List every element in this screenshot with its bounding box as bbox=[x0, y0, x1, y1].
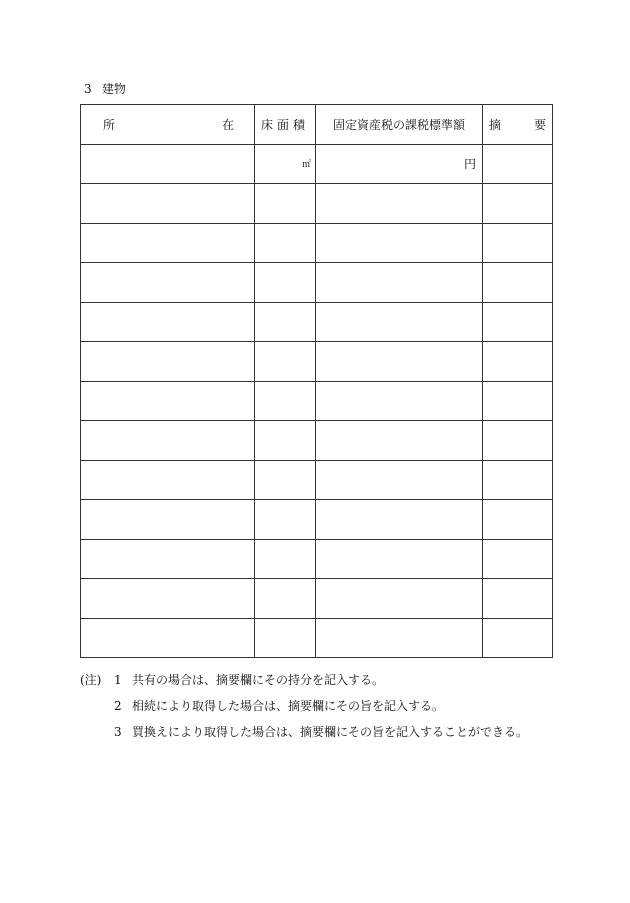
table-row bbox=[81, 144, 553, 184]
table-row bbox=[81, 421, 553, 461]
building-table bbox=[80, 104, 553, 658]
header-tax-base: 固定資産税の課税標準額 bbox=[316, 105, 483, 145]
tax-base-cell[interactable] bbox=[316, 223, 483, 263]
remarks-cell[interactable] bbox=[483, 539, 553, 579]
location-cell[interactable] bbox=[81, 144, 255, 184]
remarks-cell[interactable] bbox=[483, 618, 553, 658]
header-row bbox=[81, 105, 553, 145]
remarks-cell[interactable] bbox=[483, 144, 553, 184]
floor-area-cell[interactable] bbox=[255, 421, 316, 461]
note-text: 買換えにより取得した場合は、摘要欄にその旨を記入することができる。 bbox=[132, 725, 529, 739]
header-location bbox=[81, 105, 255, 145]
table-row bbox=[81, 342, 553, 382]
location-cell[interactable] bbox=[81, 421, 255, 461]
table-row bbox=[81, 460, 553, 500]
header-remarks bbox=[483, 105, 553, 145]
tax-base-cell[interactable] bbox=[316, 539, 483, 579]
remarks-cell[interactable] bbox=[483, 342, 553, 382]
location-cell[interactable] bbox=[81, 263, 255, 303]
remarks-cell[interactable] bbox=[483, 421, 553, 461]
floor-area-cell[interactable] bbox=[255, 184, 316, 224]
table-row bbox=[81, 184, 553, 224]
floor-area-cell[interactable] bbox=[255, 263, 316, 303]
section-title bbox=[84, 80, 126, 97]
floor-area-cell[interactable] bbox=[255, 460, 316, 500]
location-cell[interactable] bbox=[81, 618, 255, 658]
tax-base-cell[interactable] bbox=[316, 342, 483, 382]
location-cell[interactable] bbox=[81, 223, 255, 263]
header-remarks-char2: 要 bbox=[533, 117, 546, 132]
table-row bbox=[81, 539, 553, 579]
remarks-cell[interactable] bbox=[483, 302, 553, 342]
floor-area-cell[interactable] bbox=[255, 500, 316, 540]
tax-base-cell[interactable] bbox=[316, 579, 483, 619]
remarks-cell[interactable] bbox=[483, 223, 553, 263]
section-heading: 建物 bbox=[102, 82, 127, 96]
note-number: 2 bbox=[114, 699, 122, 713]
location-cell[interactable] bbox=[81, 381, 255, 421]
note-text: 相続により取得した場合は、摘要欄にその旨を記入する。 bbox=[132, 699, 445, 713]
floor-area-cell[interactable] bbox=[255, 302, 316, 342]
floor-area-cell[interactable] bbox=[255, 223, 316, 263]
location-cell[interactable] bbox=[81, 302, 255, 342]
table-row bbox=[81, 579, 553, 619]
tax-base-cell[interactable] bbox=[316, 184, 483, 224]
remarks-cell[interactable] bbox=[483, 500, 553, 540]
tax-base-cell[interactable] bbox=[316, 263, 483, 303]
location-cell[interactable] bbox=[81, 184, 255, 224]
location-cell[interactable] bbox=[81, 500, 255, 540]
tax-base-unit[interactable]: 円 bbox=[316, 144, 483, 184]
header-location-char1: 所 bbox=[103, 117, 116, 132]
table-row bbox=[81, 223, 553, 263]
tax-base-cell[interactable] bbox=[316, 618, 483, 658]
note-text: 共有の場合は、摘要欄にその持分を記入する。 bbox=[132, 673, 385, 687]
floor-area-cell[interactable] bbox=[255, 342, 316, 382]
table-row bbox=[81, 302, 553, 342]
remarks-cell[interactable] bbox=[483, 381, 553, 421]
table-row bbox=[81, 263, 553, 303]
table-row bbox=[81, 381, 553, 421]
location-cell[interactable] bbox=[81, 460, 255, 500]
floor-area-unit[interactable]: ㎡ bbox=[255, 144, 316, 184]
notes-prefix: (注) bbox=[80, 673, 102, 687]
location-cell[interactable] bbox=[81, 539, 255, 579]
table-row bbox=[81, 618, 553, 658]
remarks-cell[interactable] bbox=[483, 263, 553, 303]
tax-base-cell[interactable] bbox=[316, 500, 483, 540]
tax-base-cell[interactable] bbox=[316, 421, 483, 461]
note-number: 1 bbox=[114, 673, 122, 687]
header-location-char2: 在 bbox=[221, 117, 234, 132]
floor-area-cell[interactable] bbox=[255, 381, 316, 421]
tax-base-cell[interactable] bbox=[316, 381, 483, 421]
remarks-cell[interactable] bbox=[483, 460, 553, 500]
header-remarks-char1: 摘 bbox=[489, 117, 502, 132]
location-cell[interactable] bbox=[81, 342, 255, 382]
note-number: 3 bbox=[114, 725, 122, 739]
floor-area-cell[interactable] bbox=[255, 579, 316, 619]
remarks-cell[interactable] bbox=[483, 184, 553, 224]
header-floor-area: 床面積 bbox=[255, 105, 316, 145]
table-row bbox=[81, 500, 553, 540]
tax-base-cell[interactable] bbox=[316, 460, 483, 500]
floor-area-cell[interactable] bbox=[255, 539, 316, 579]
section-number: 3 bbox=[84, 82, 92, 96]
floor-area-cell[interactable] bbox=[255, 618, 316, 658]
tax-base-cell[interactable] bbox=[316, 302, 483, 342]
location-cell[interactable] bbox=[81, 579, 255, 619]
remarks-cell[interactable] bbox=[483, 579, 553, 619]
